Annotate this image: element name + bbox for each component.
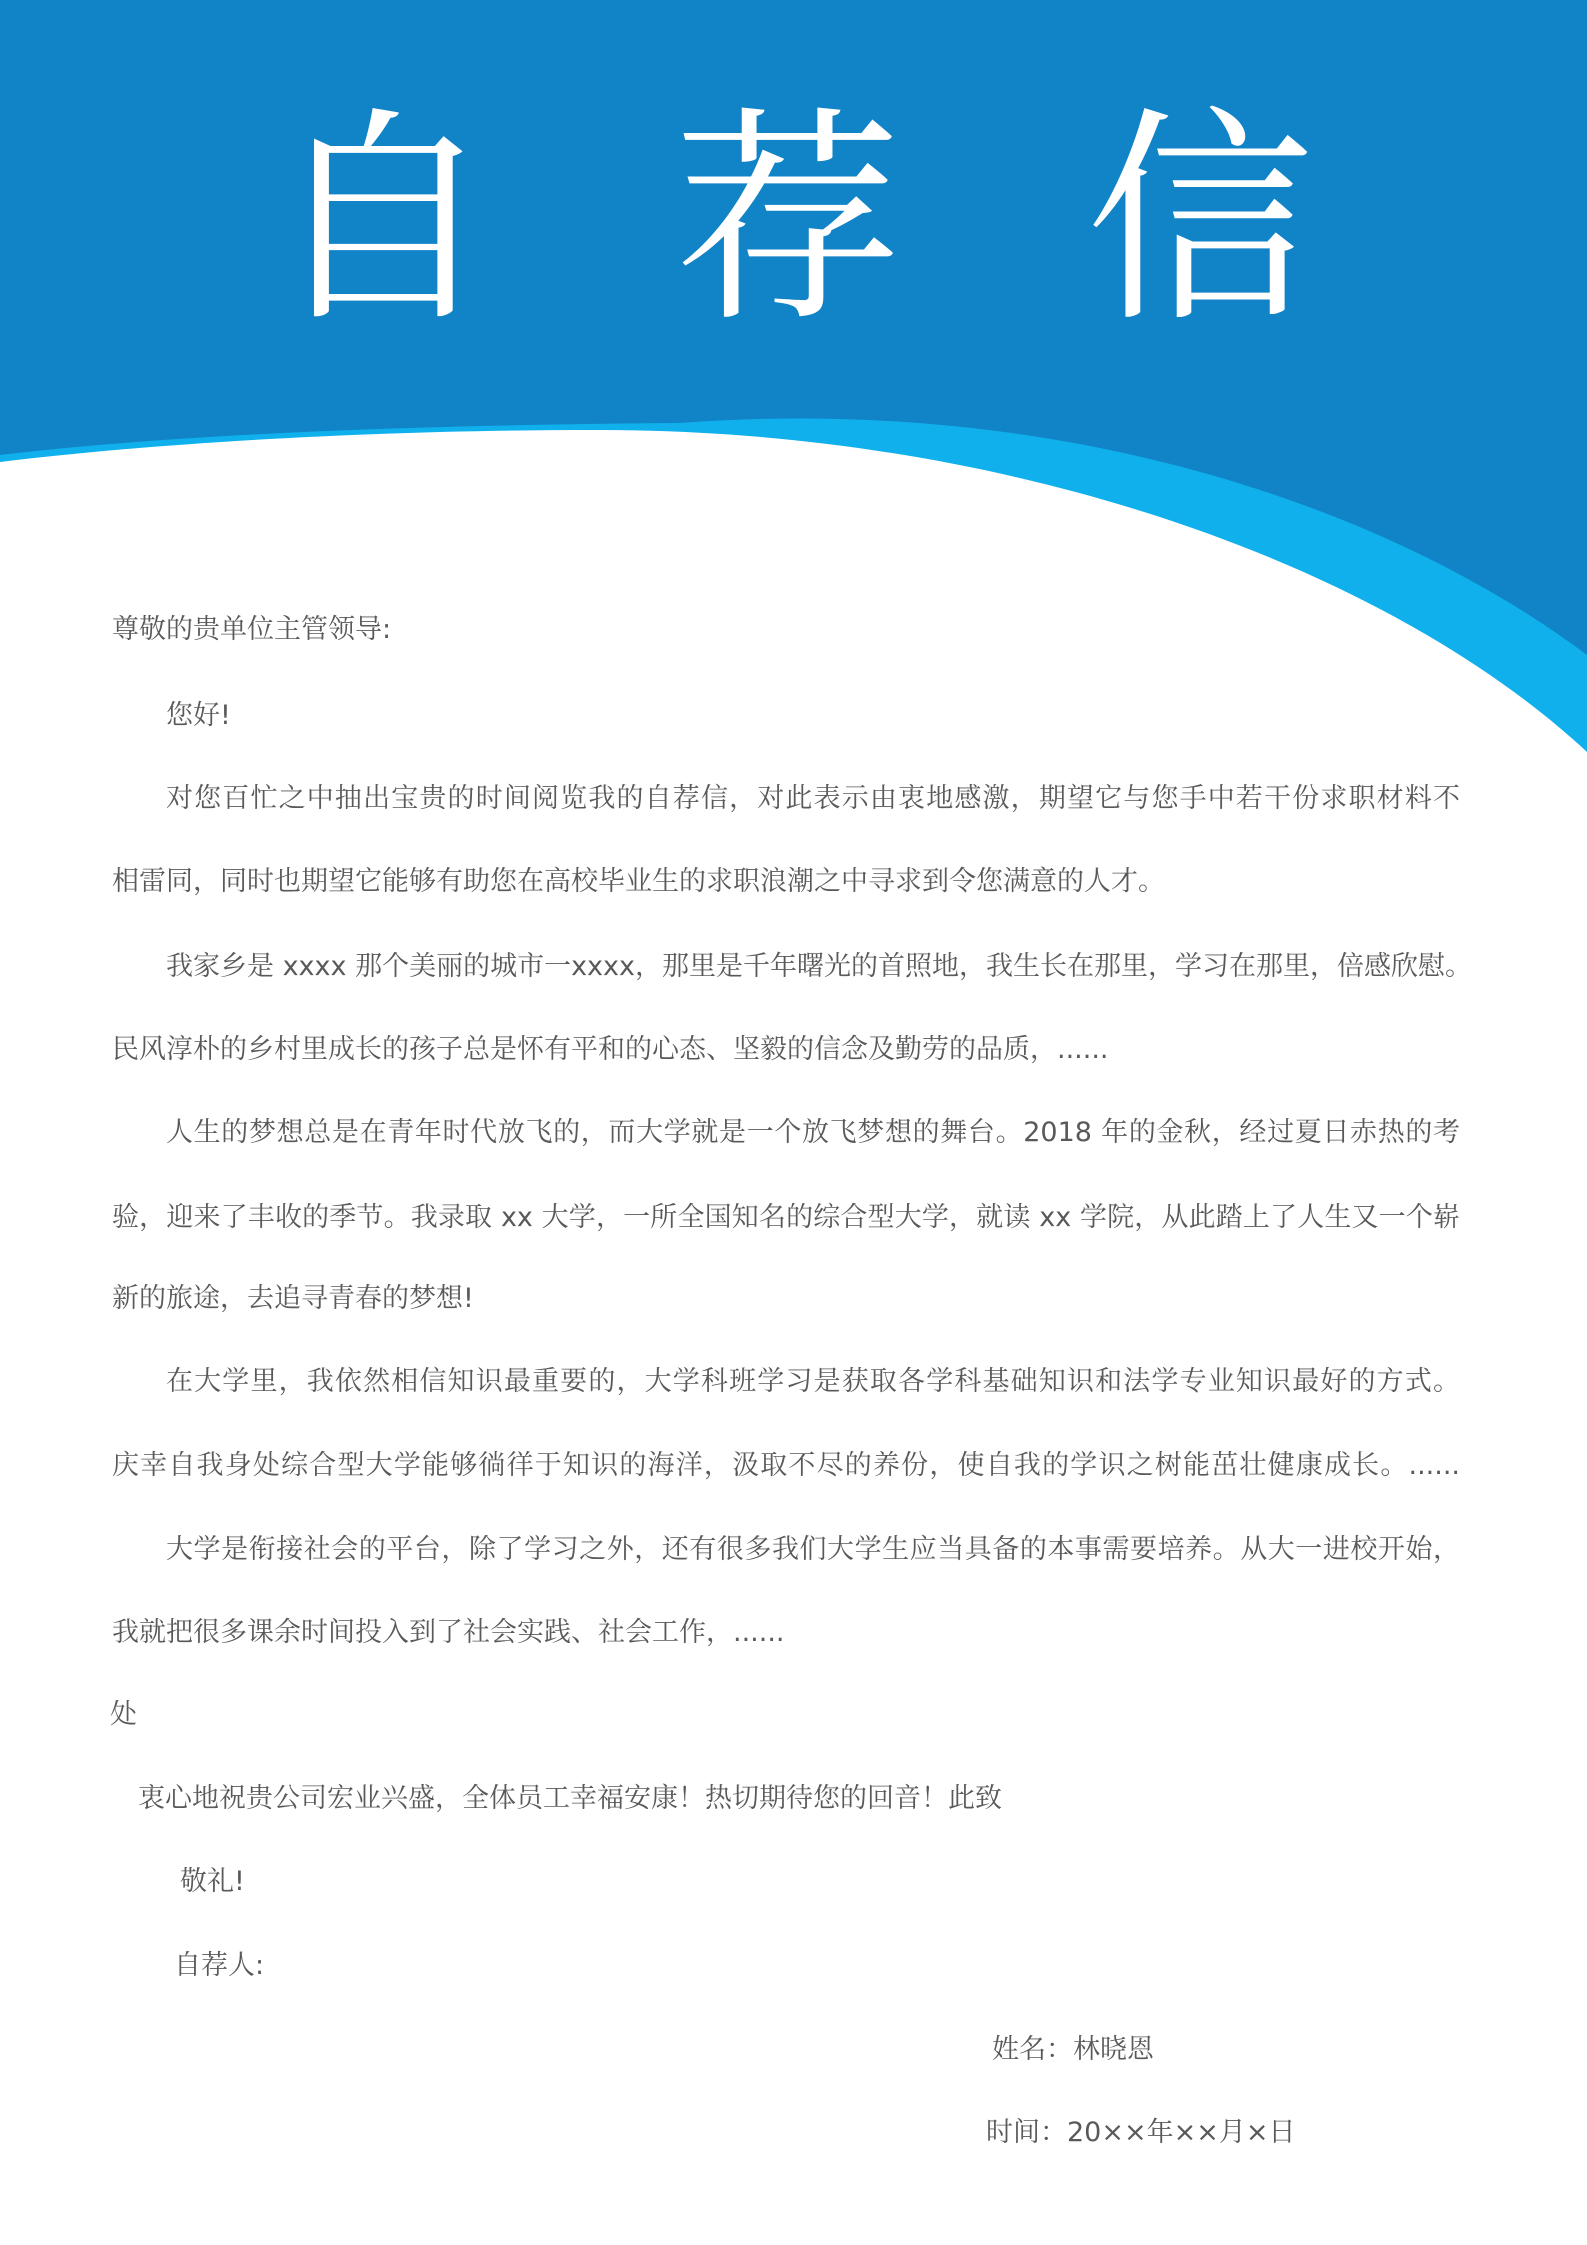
regards-line: 敬礼! (180, 1866, 245, 1897)
signature-date: 时间：20××年××月×日 (986, 2117, 1296, 2148)
signer-label: 自荐人: (174, 1950, 265, 1981)
paragraph-1-line-2: 相雷同，同时也期望它能够有助您在高校毕业生的求职浪潮之中寻求到令您满意的人才。 (112, 866, 1165, 897)
paragraph-2-line-2: 民风淳朴的乡村里成长的孩子总是怀有平和的心态、坚毅的信念及勤劳的品质，...... (112, 1034, 1109, 1065)
signature-name: 姓名：林晓恩 (992, 2034, 1154, 2065)
paragraph-2-line-1: 我家乡是 xxxx 那个美丽的城市一xxxx，那里是千年曙光的首照地，我生长在那里，学习在那里，倍感欣慰。 (166, 951, 1472, 982)
page-title (0, 87, 1587, 353)
paragraph-4-line-1: 在大学里，我依然相信知识最重要的，大学科班学习是获取各学科基础知识和法学专业知识最好的方式。 (166, 1366, 1460, 1397)
paragraph-3-line-2: 验，迎来了丰收的季节。我录取 xx 大学，一所全国知名的综合型大学，就读 xx 学院，从此踏上了人生又一个崭 (112, 1202, 1460, 1233)
title-char-3: 信 (1086, 87, 1314, 353)
title-char-1: 自 (268, 87, 496, 353)
closing-line: 衷心地祝贵公司宏业兴盛，全体员工幸福安康！热切期待您的回音！此致 (138, 1783, 1002, 1814)
stray-line: 处 (110, 1699, 137, 1730)
salutation: 尊敬的贵单位主管领导: (112, 614, 392, 645)
paragraph-4-line-2: 庆幸自我身处综合型大学能够徜徉于知识的海洋，汲取不尽的养份，使自我的学识之树能茁壮健康成长。...... (112, 1450, 1460, 1481)
paragraph-1-line-1: 对您百忙之中抽出宝贵的时间阅览我的自荐信，对此表示由衷地感激，期望它与您手中若干份求职材料不 (166, 783, 1460, 814)
paragraph-3-line-3: 新的旅途，去追寻青春的梦想! (112, 1283, 474, 1314)
paragraph-5-line-2: 我就把很多课余时间投入到了社会实践、社会工作，...... (112, 1617, 785, 1648)
title-char-2: 荐 (674, 87, 902, 353)
paragraph-5-line-1: 大学是衔接社会的平台，除了学习之外，还有很多我们大学生应当具备的本事需要培养。从大一进校开始， (166, 1534, 1460, 1565)
paragraph-3-line-1: 人生的梦想总是在青年时代放飞的，而大学就是一个放飞梦想的舞台。2018 年的金秋，经过夏日赤热的考 (166, 1117, 1460, 1148)
greeting: 您好! (166, 700, 231, 731)
